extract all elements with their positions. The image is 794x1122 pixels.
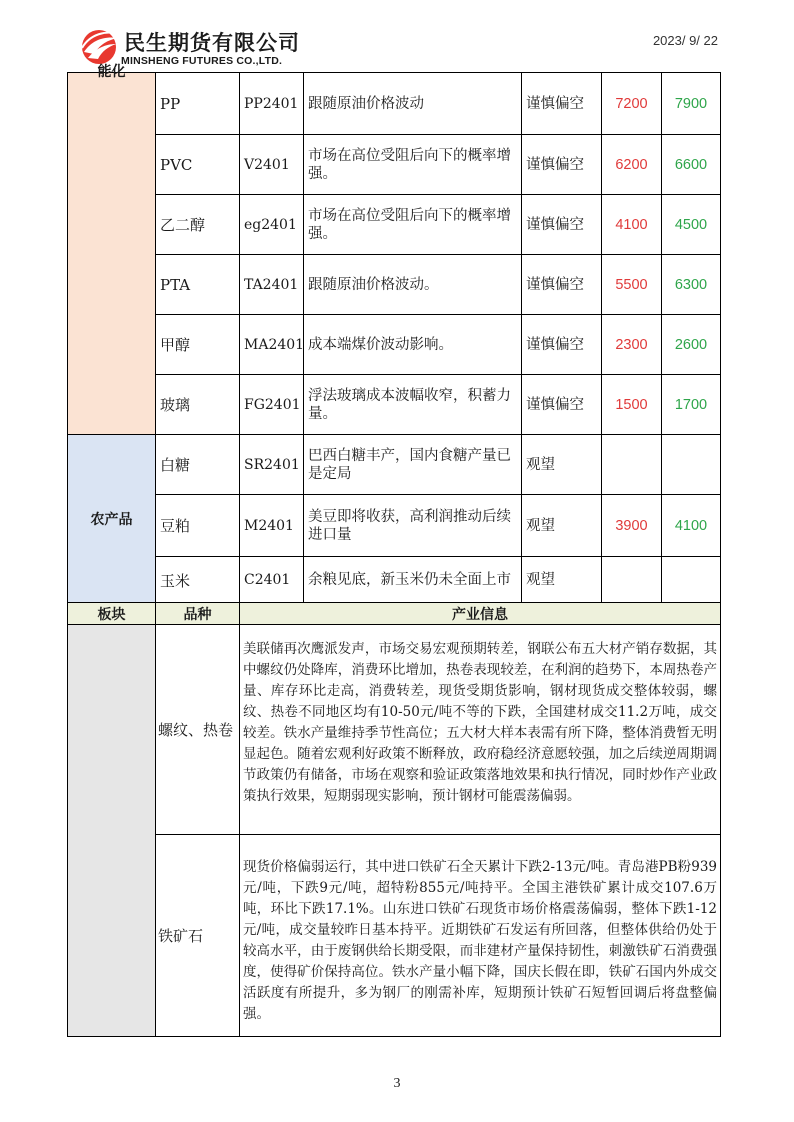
view-cell: 谨慎偏空 <box>522 195 602 255</box>
variety-cell: PVC <box>156 135 240 195</box>
brand-name-en: MINSHENG FUTURES CO.,LTD. <box>121 55 283 67</box>
contract-code: MA2401 <box>240 315 304 375</box>
header-variety: 品种 <box>156 603 240 625</box>
contract-code: M2401 <box>240 495 304 557</box>
table-row <box>68 73 721 135</box>
support-price: 1500 <box>602 375 662 435</box>
table-row <box>68 625 721 835</box>
logic-cell: 巴西白糖丰产，国内食糖产量已是定局 <box>304 435 522 495</box>
logic-cell: 成本端煤价波动影响。 <box>304 315 522 375</box>
view-cell: 谨慎偏空 <box>522 315 602 375</box>
resistance-price: 6600 <box>662 135 721 195</box>
support-price: 7200 <box>602 73 662 135</box>
table-row <box>68 135 721 195</box>
resistance-price: 4100 <box>662 495 721 557</box>
variety-cell: 甲醇 <box>156 315 240 375</box>
info-cell: 美联储再次鹰派发声，市场交易宏观预期转差，钢联公布五大材产销存数据，其中螺纹仍处降库，消费环比增加，热卷表现较差，在利润的趋势下，本周热卷产量、库存环比走高，消费转差，现货受期货影响，钢材现货成交整体较弱，螺纹、热卷不同地区均有10-50元/吨不等的下跌，全国建材成交11.2万吨，成交较差。铁水产量维持季节性高位；五大材大样本表需有所下降，整体消费暂无明显起色。随着宏观利好政策不断释放，政府稳经济意愿较强，加之后续逆周期调节政策仍有储备，市场在观察和验证政策落地效果和执行情况，同时炒作产业政策执行效果，短期弱现实影响，预计钢材可能震荡偏弱。 <box>240 625 721 835</box>
industry-info-table <box>67 602 721 1037</box>
table-row <box>68 835 721 1037</box>
view-cell: 谨慎偏空 <box>522 135 602 195</box>
category-agri: 农产品 <box>68 435 156 604</box>
page-number: 3 <box>393 1076 401 1091</box>
variety-cell: PTA <box>156 255 240 315</box>
brand-name-cn: 民生期货有限公司 <box>124 31 300 55</box>
logic-cell: 跟随原油价格波动 <box>304 73 522 135</box>
support-price: 6200 <box>602 135 662 195</box>
logic-cell: 跟随原油价格波动。 <box>304 255 522 315</box>
variety-cell: 豆粕 <box>156 495 240 557</box>
info-cell: 现货价格偏弱运行，其中进口铁矿石全天累计下跌2-13元/吨。青岛港PB粉939元/吨，下跌9元/吨，超特粉855元/吨持平。全国主港铁矿累计成交107.6万吨，环比下跌17.1%。山东进口铁矿石现货市场价格震荡偏弱，整体下跌1-12元/吨，成交量较昨日基本持平。近期铁矿石发运有所回落，但整体供给仍处于较高水平，由于废钢供给长期受限，而非建材产量保持韧性，刺激铁矿石消费强度，使得矿价保持高位。铁水产量小幅下降，国庆长假在即，铁矿石国内外成交活跃度有所提升，多为钢厂的刚需补库，短期预计铁矿石短暂回调后将盘整偏强。 <box>240 835 721 1037</box>
table-row <box>68 255 721 315</box>
page-header <box>0 0 794 70</box>
contract-code: TA2401 <box>240 255 304 315</box>
variety-cell: PP <box>156 73 240 135</box>
table-row <box>68 195 721 255</box>
contract-code: V2401 <box>240 135 304 195</box>
resistance-price: 2600 <box>662 315 721 375</box>
support-price <box>602 435 662 495</box>
view-cell: 观望 <box>522 557 602 604</box>
sector-cell <box>68 625 156 1037</box>
resistance-price: 6300 <box>662 255 721 315</box>
resistance-price <box>662 435 721 495</box>
logic-cell: 浮法玻璃成本波幅收窄，积蓄力量。 <box>304 375 522 435</box>
logic-cell: 市场在高位受阻后向下的概率增强。 <box>304 195 522 255</box>
table-header-row <box>68 603 721 625</box>
logic-cell: 美豆即将收获，高利润推动后续进口量 <box>304 495 522 557</box>
header-sector: 板块 <box>68 603 156 625</box>
strategy-table <box>67 64 721 604</box>
logic-cell: 市场在高位受阻后向下的概率增强。 <box>304 135 522 195</box>
contract-code: SR2401 <box>240 435 304 495</box>
variety-cell: 铁矿石 <box>156 835 240 1037</box>
report-date: 2023/ 9/ 22 <box>652 33 718 48</box>
table-row <box>68 557 721 604</box>
support-price <box>602 557 662 604</box>
contract-code: C2401 <box>240 557 304 604</box>
view-cell: 谨慎偏空 <box>522 375 602 435</box>
resistance-price: 4500 <box>662 195 721 255</box>
view-cell: 观望 <box>522 435 602 495</box>
contract-code: eg2401 <box>240 195 304 255</box>
support-price: 3900 <box>602 495 662 557</box>
table-row <box>68 435 721 495</box>
logic-cell: 余粮见底，新玉米仍未全面上市 <box>304 557 522 604</box>
support-price: 2300 <box>602 315 662 375</box>
view-cell: 谨慎偏空 <box>522 73 602 135</box>
variety-cell: 玉米 <box>156 557 240 604</box>
variety-cell: 白糖 <box>156 435 240 495</box>
support-price: 4100 <box>602 195 662 255</box>
resistance-price <box>662 557 721 604</box>
resistance-price: 1700 <box>662 375 721 435</box>
table-row <box>68 315 721 375</box>
table-row <box>68 495 721 557</box>
variety-cell: 玻璃 <box>156 375 240 435</box>
variety-cell: 螺纹、热卷 <box>156 625 240 835</box>
header-info: 产业信息 <box>240 603 721 625</box>
category-energy: 能化 <box>68 73 156 435</box>
minsheng-logo-icon <box>78 26 122 66</box>
variety-cell: 乙二醇 <box>156 195 240 255</box>
view-cell: 观望 <box>522 495 602 557</box>
resistance-price: 7900 <box>662 73 721 135</box>
contract-code: PP2401 <box>240 73 304 135</box>
contract-code: FG2401 <box>240 375 304 435</box>
table-row <box>68 375 721 435</box>
support-price: 5500 <box>602 255 662 315</box>
view-cell: 谨慎偏空 <box>522 255 602 315</box>
